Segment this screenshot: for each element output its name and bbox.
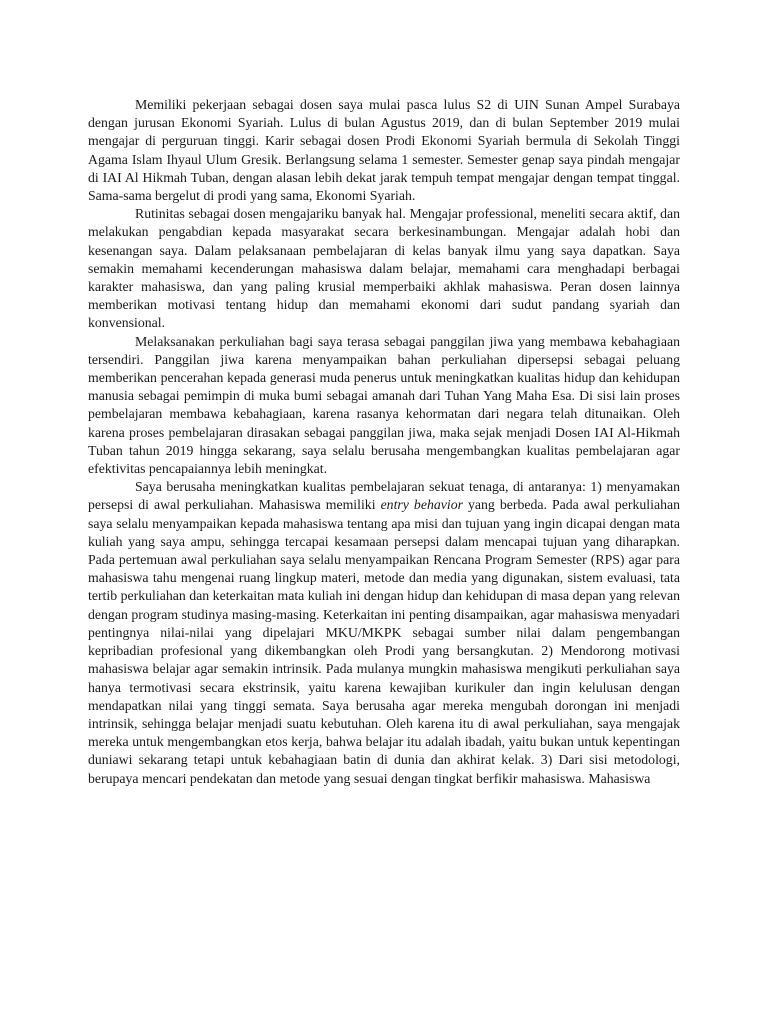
paragraph-4 (88, 478, 680, 787)
paragraph-4-text-start: Saya berusaha meningkatkan kualitas pembelajaran sekuat tenaga, di antaranya: 1) menyamakan persepsi di awal perkuliahan. Mahasiswa memiliki (88, 479, 680, 513)
paragraph-4-italic-term: entry behavior (380, 497, 463, 513)
paragraph-1: Memiliki pekerjaan sebagai dosen saya mulai pasca lulus S2 di UIN Sunan Ampel Surabaya dengan jurusan Ekonomi Syariah. Lulus di bulan Agustus 2019, dan di bulan September 2019 mulai mengajar di perguruan tinggi. Karir sebagai dosen Prodi Ekonomi Syariah bermula di Sekolah Tinggi Agama Islam Ihyaul Ulum Gresik. Berlangsung selama 1 semester. Semester genap saya pindah mengajar di IAI Al Hikmah Tuban, dengan alasan lebih dekat jarak tempuh tempat mengajar dengan tempat tinggal. Sama-sama bergelut di prodi yang sama, Ekonomi Syariah. (88, 97, 680, 204)
paragraph-3: Melaksanakan perkuliahan bagi saya terasa sebagai panggilan jiwa yang membawa kebahagiaan tersendiri. Panggilan jiwa karena menyampaikan bahan perkuliahan dipersepsi sebagai peluang memberikan pencerahan kepada generasi muda penerus untuk meningkatkan kualitas hidup dan kehidupan manusia sebagai pemimpin di muka bumi sebagai amanah dari Tuhan Yang Maha Esa. Di sisi lain proses pembelajaran membawa kebahagiaan, karena rasanya kehormatan dari negara telah ditunaikan. Oleh karena proses pembelajaran dirasakan sebagai panggilan jiwa, maka sejak menjadi Dosen IAI Al-Hikmah Tuban tahun 2019 hingga sekarang, saya selalu berusaha mengembangkan kualitas pembelajaran agar efektivitas pencapaiannya lebih meningkat. (88, 333, 680, 477)
paragraph-4-text-rest: yang berbeda. Pada awal perkuliahan saya selalu menyampaikan kepada mahasiswa tentang apa misi dan tujuan yang ingin dicapai dengan mata kuliah yang saya ampu, sehingga tercapai kesamaan persepsi dalam mencapai tujuan yang diharapkan. Pada pertemuan awal perkuliahan saya selalu menyampaikan Rencana Program Semester (RPS) agar para mahasiswa tahu mengenai ruang lingkup materi, metode dan media yang digunakan, sistem evaluasi, tata tertib perkuliahan dan keterkaitan mata kuliah ini dengan hidup dan kehidupan di masa depan yang relevan dengan program studinya masing-masing. Keterkaitan ini penting disampaikan, agar mahasiswa menyadari pentingnya nilai-nilai yang dipelajari MKU/MKPK sebagai sumber nilai dalam pengembangan kepribadian profesional yang dikembangkan oleh Prodi yang bersangkutan. 2) Mendorong motivasi mahasiswa belajar agar semakin intrinsik. Pada mulanya mungkin mahasiswa mengikuti perkuliahan saya hanya termotivasi secara ekstrinsik, yaitu karena kewajiban kurikuler dan ingin kelulusan dengan mendapatkan nilai yang tinggi semata. Saya berusaha agar mereka mengubah dorongan ini menjadi intrinsik, sehingga belajar menjadi suatu kebutuhan. Oleh karena itu di awal perkuliahan, saya mengajak mereka untuk mengembangkan etos kerja, bahwa belajar itu adalah ibadah, yaitu bukan untuk kepentingan duniawi sekarang tetapi untuk kebahagiaan batin di dunia dan akhirat kelak. 3) Dari sisi metodologi, berupaya mencari pendekatan dan metode yang sesuai dengan tingkat berfikir mahasiswa. Mahasiswa (88, 497, 680, 786)
paragraph-2: Rutinitas sebagai dosen mengajariku banyak hal. Mengajar professional, meneliti secara aktif, dan melakukan pengabdian kepada masyarakat secara berkesinambungan. Mengajar adalah hobi dan kesenangan saya. Dalam pelaksanaan pembelajaran di kelas banyak ilmu yang saya dapatkan. Saya semakin memahami kecenderungan mahasiswa dalam belajar, memahami cara menghadapi berbagai karakter mahasiswa, dan yang paling krusial memperbaiki akhlak mahasiswa. Peran dosen lainnya memberikan motivasi tentang hidup dan memahami ekonomi dari sudut pandang syariah dan konvensional. (88, 206, 680, 331)
